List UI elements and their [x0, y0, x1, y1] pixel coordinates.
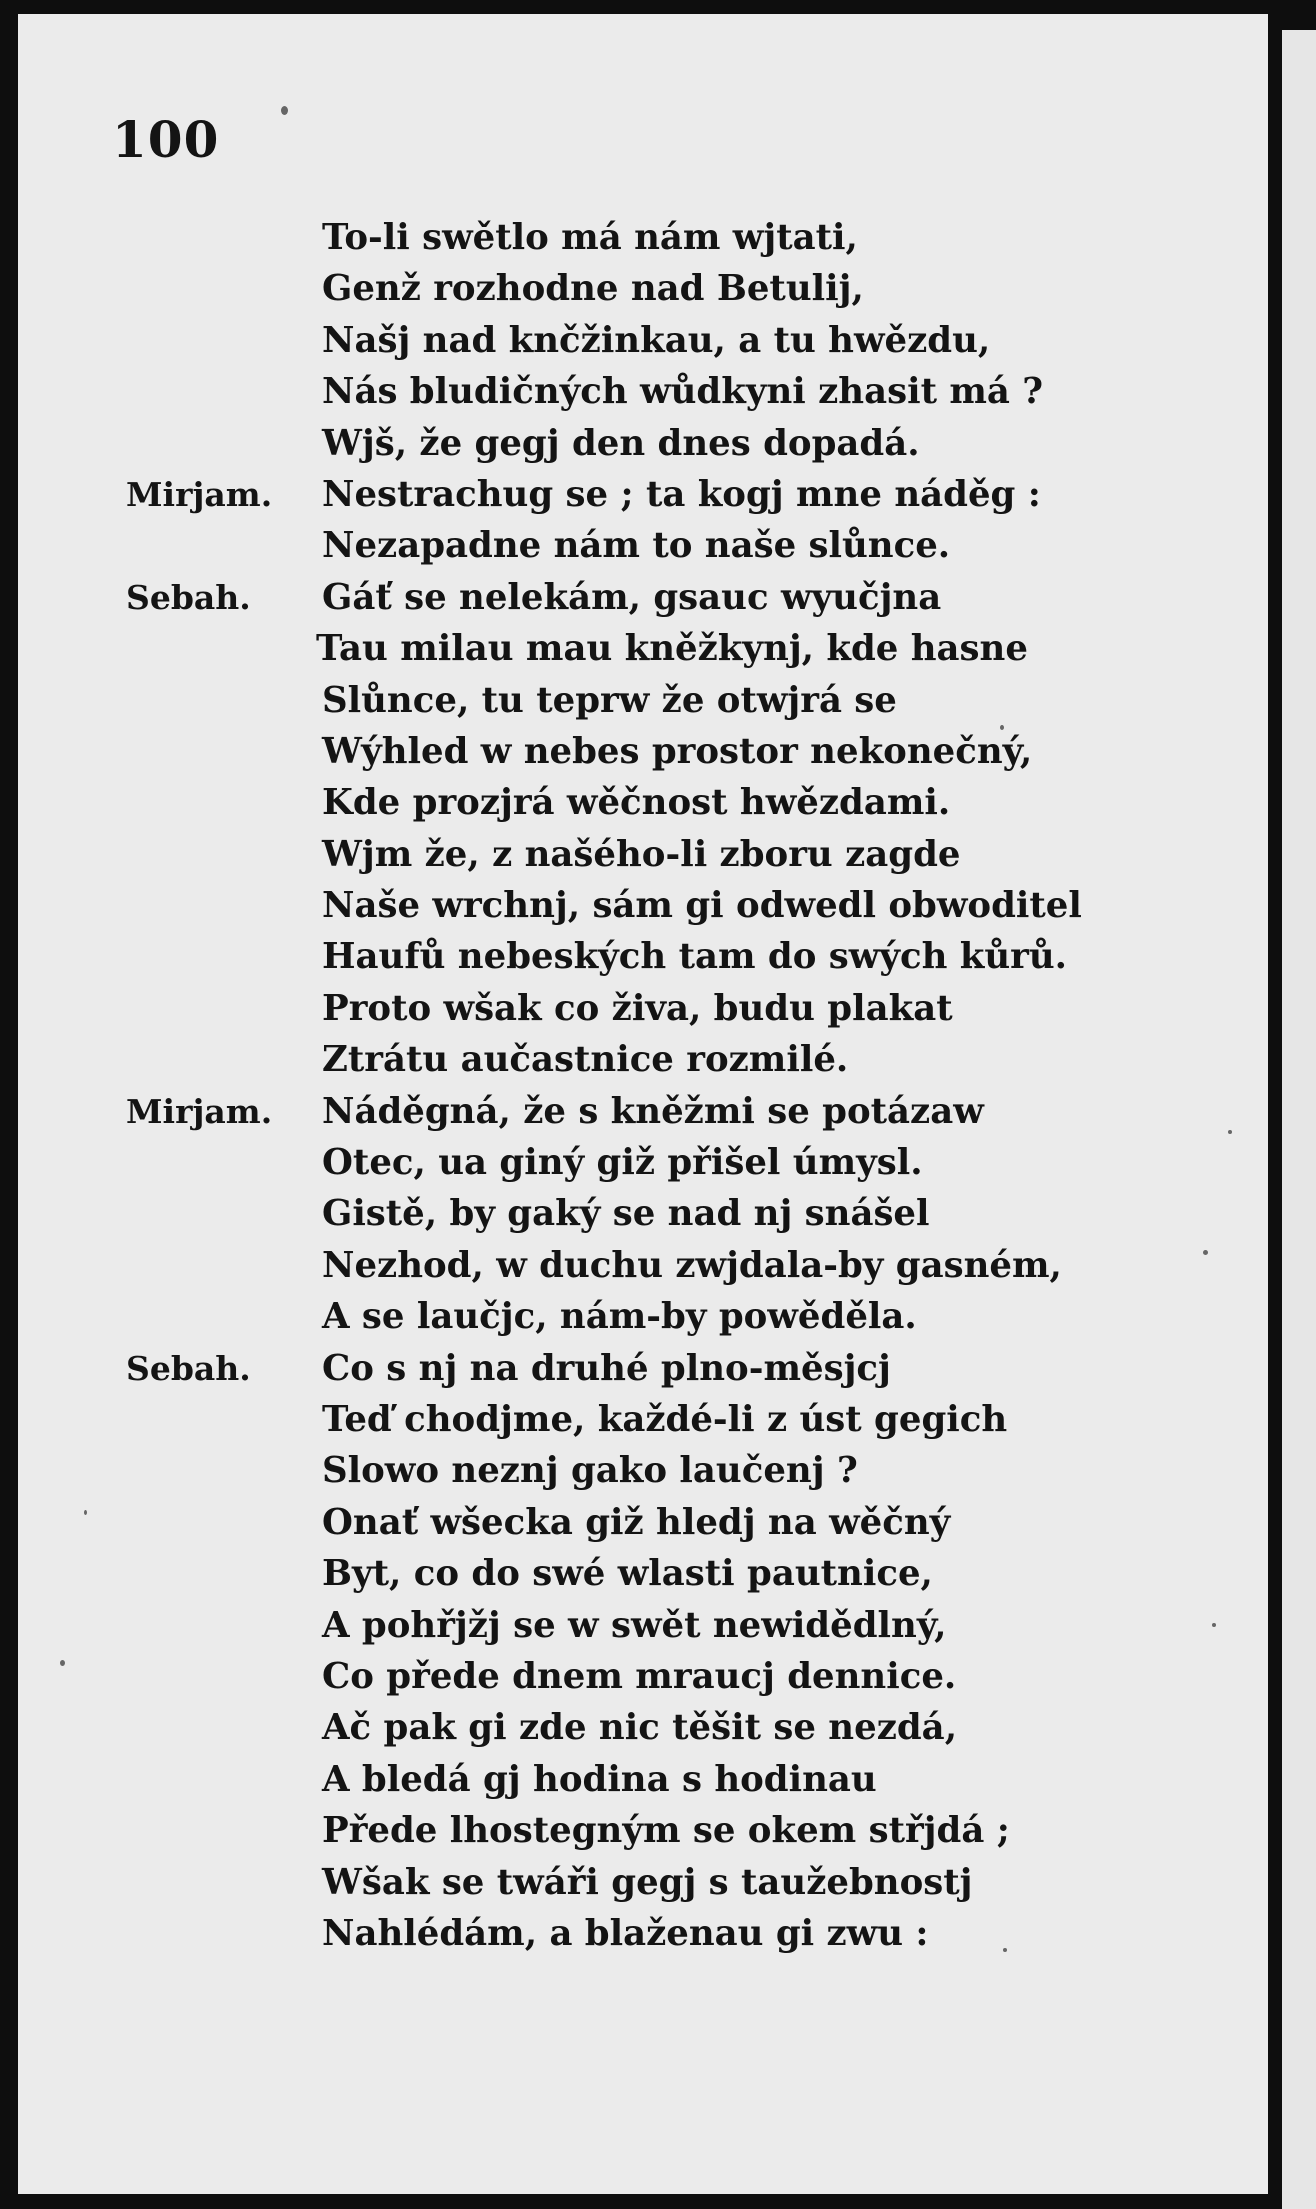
- verse-line: [0, 1343, 1316, 1394]
- verse-line: [0, 1445, 1316, 1496]
- speaker-name: Mirjam.: [126, 1091, 273, 1131]
- verse-line: [0, 1805, 1316, 1856]
- speaker-name: Sebah.: [126, 1348, 251, 1388]
- verse-text: Teď chodjme, každé-li z úst gegich: [322, 1398, 1008, 1440]
- verse-line: [0, 1240, 1316, 1291]
- ink-speck: [1228, 1130, 1232, 1134]
- page-number: 100: [112, 110, 220, 169]
- verse-text: Nezapadne nám to naše slůnce.: [322, 525, 951, 567]
- verse-text: Byt, co do swé wlasti pautnice,: [322, 1553, 933, 1595]
- verse-text: Onať wšecka giž hledj na wěčný: [322, 1501, 951, 1543]
- verse-block: [0, 212, 1316, 1959]
- verse-text: Ztrátu aučastnice rozmilé.: [322, 1039, 849, 1081]
- verse-text: A bledá gj hodina s hodinau: [322, 1758, 877, 1800]
- verse-line: [0, 726, 1316, 777]
- verse-line: [0, 983, 1316, 1034]
- speaker-name: Sebah.: [126, 577, 251, 617]
- verse-text: Gáť se nelekám, gsauc wyučjna: [322, 576, 942, 618]
- verse-text: Přede lhostegným se okem střjdá ;: [322, 1810, 1010, 1852]
- verse-text: Kde prozjrá wěčnost hwězdami.: [322, 782, 951, 824]
- ink-speck: [60, 1660, 65, 1666]
- verse-text: Otec, ua giný giž přišel úmysl.: [322, 1142, 923, 1184]
- verse-text: Tau milau mau kněžkynj, kde hasne: [316, 628, 1028, 670]
- verse-line: [0, 829, 1316, 880]
- ink-speck: [1203, 1250, 1208, 1255]
- verse-line: [0, 1857, 1316, 1908]
- verse-line: [0, 1600, 1316, 1651]
- verse-text: Genž rozhodne nad Betulij,: [322, 268, 864, 310]
- ink-speck: [1000, 725, 1004, 730]
- verse-text: Našj nad knčžinkau, a tu hwězdu,: [322, 319, 991, 361]
- verse-text: Ač pak gi zde nic těšit se nezdá,: [322, 1707, 958, 1749]
- verse-line: [0, 1034, 1316, 1085]
- verse-line: [0, 1137, 1316, 1188]
- verse-line: [0, 1497, 1316, 1548]
- verse-line: [0, 366, 1316, 417]
- ink-speck: [84, 1510, 87, 1515]
- verse-line: [0, 1754, 1316, 1805]
- verse-line: [0, 572, 1316, 623]
- verse-line: [0, 623, 1316, 674]
- verse-text: Haufů nebeských tam do swých kůrů.: [322, 936, 1068, 978]
- ink-speck: [1212, 1623, 1216, 1627]
- verse-line: [0, 880, 1316, 931]
- verse-line: [0, 1702, 1316, 1753]
- verse-line: [0, 1908, 1316, 1959]
- verse-text: Náděgná, že s kněžmi se potázaw: [322, 1090, 984, 1132]
- verse-text: Wjm že, z našého-li zboru zagde: [322, 833, 961, 875]
- verse-line: [0, 418, 1316, 469]
- verse-text: Slůnce, tu teprw že otwjrá se: [322, 679, 897, 721]
- verse-line: [0, 777, 1316, 828]
- verse-line: [0, 931, 1316, 982]
- verse-text: Wjš, že gegj den dnes dopadá.: [322, 422, 920, 464]
- verse-text: Nestrachug se ; ta kogj mne náděg :: [322, 473, 1041, 515]
- verse-text: Co přede dnem mraucj dennice.: [322, 1655, 957, 1697]
- verse-line: [0, 520, 1316, 571]
- verse-text: Gistě, by gaký se nad nj snášel: [322, 1193, 930, 1235]
- verse-text: To-li swětlo má nám wjtati,: [322, 217, 858, 258]
- verse-line: [0, 1394, 1316, 1445]
- verse-text: Wýhled w nebes prostor nekonečný,: [322, 730, 1033, 772]
- verse-line: [0, 1086, 1316, 1137]
- verse-text: A se laučjc, nám-by powěděla.: [322, 1296, 917, 1338]
- verse-line: [0, 1188, 1316, 1239]
- verse-text: Nahlédám, a blaženau gi zwu :: [322, 1912, 929, 1954]
- verse-text: Naše wrchnj, sám gi odwedl obwoditel: [322, 885, 1082, 927]
- verse-text: Nás bludičných wůdkyni zhasit má ?: [322, 371, 1044, 413]
- verse-text: Co s nj na druhé plno-měsjcj: [322, 1347, 891, 1389]
- verse-line: [0, 1651, 1316, 1702]
- verse-line: [0, 675, 1316, 726]
- verse-line: [0, 263, 1316, 314]
- verse-text: Wšak se twáři gegj s taužebnostj: [322, 1861, 973, 1903]
- verse-line: [0, 1548, 1316, 1599]
- verse-text: Nezhod, w duchu zwjdala-by gasném,: [322, 1244, 1062, 1286]
- verse-line: [0, 315, 1316, 366]
- verse-line: [0, 469, 1316, 520]
- ink-speck: [1003, 1948, 1007, 1952]
- ink-speck: [281, 106, 288, 115]
- verse-text: Proto wšak co živa, budu plakat: [322, 987, 953, 1029]
- verse-text: Slowo neznj gako laučenj ?: [322, 1450, 858, 1492]
- verse-line: [0, 212, 1316, 263]
- speaker-name: Mirjam.: [126, 474, 273, 514]
- verse-line: [0, 1291, 1316, 1342]
- verse-text: A pohřjžj se w swět newidědlný,: [322, 1604, 947, 1646]
